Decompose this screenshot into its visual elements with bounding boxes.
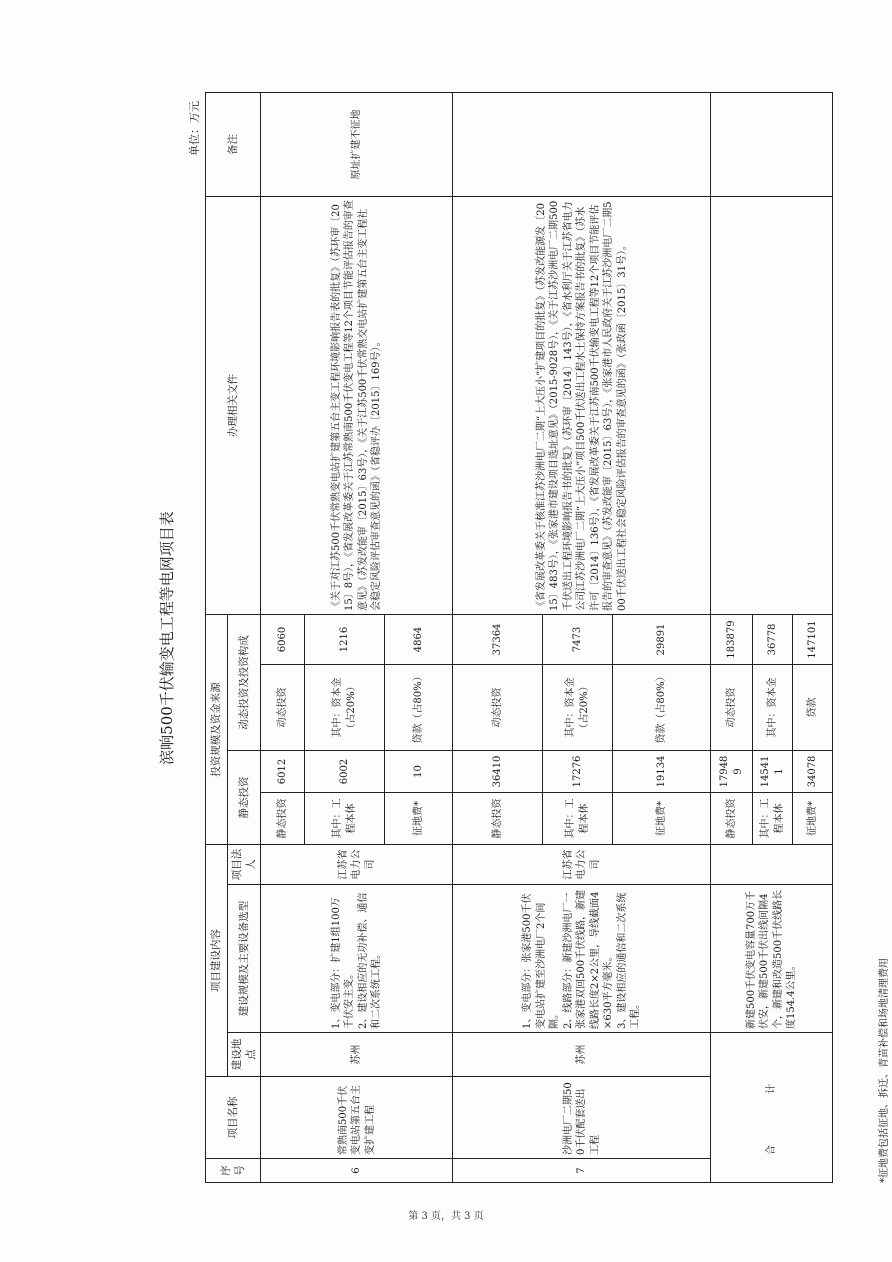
sub1-label: 其中：工程本体 [305,792,385,844]
total-fund1-label: 其中：资本金 [753,664,793,750]
table-row [261,92,305,1182]
row-remark: 原址扩建不征地 [261,92,453,196]
sub2-value: 10 [385,750,453,792]
header-scale: 建设规模及主要设备选型 [228,885,261,1033]
header-dynamic-invest: 动态投资及投资构成 [228,614,261,750]
footnote: *征地费包括征地、拆迁、青苗补偿和场地清理费用 [879,958,890,1183]
row-scale: 1、变电部分：张家港500千伏变电站扩建至沙洲电厂2个间隔。 2、线路部分：新建沙洲电厂一张家港双回500千伏线路，新建线路长度2×2公里，导线截面4×630平方毫米。 3、建设相应的通信和二次系统工程。 [453,885,711,1033]
total-scale: 新建500千伏变电容量700万千伏安，新建500千伏出线间隔4个，新建和改造500千伏线路长度154.4公里。 [711,885,833,1033]
header-location: 建设地点 [228,1033,261,1077]
total-docs-empty [711,196,833,614]
document-title: 滨响500千伏输变电工程等电网项目表 [158,511,176,765]
dynamic-label: 动态投资 [453,664,543,750]
sub1-value: 6002 [305,750,385,792]
row-legal: 江苏省电力公司 [261,844,453,884]
header-name: 项目名称 [206,1077,261,1159]
total-static-label: 静态投资 [711,792,753,844]
dynamic-value: 6060 [261,614,305,664]
total-sub1-value: 145411 [753,750,793,792]
header-remark: 备注 [206,92,261,196]
total-label: 合 计 [711,1033,833,1183]
static-value: 36410 [453,750,543,792]
page-number: 第 3 页，共 3 页 [408,1211,484,1222]
row-docs: 《省发展改革委关于核准江苏沙洲电厂二期“上大压小”扩建项目的批复》（苏发改能源发〔2015〕483号），《张家港市建设项目选址意见》（2015-9028号），《关于江苏沙洲电厂二期500千伏送出工程环境影响报告书的批复》（苏环审〔2014〕143号），《省水利厅关于江苏省电力公司江苏沙洲电厂二期“上大压小”项目500千伏送出工程水土保持方案报告书的批复》（苏水许可〔2014〕136号），《省发展改革委关于江苏南500千伏输变电工程等12个项目节能评估报告的审查意见》（苏发改能审〔2015〕63号），《张家港市人民政府关于江苏沙洲电厂二期500千伏送出工程社会稳定风险评估报告的审查意见的函》（张政函〔2015〕31号）。 [453,196,711,614]
static-value: 6012 [261,750,305,792]
total-dynamic-value: 183879 [711,614,753,664]
total-dynamic-label: 动态投资 [711,664,753,750]
row-docs: 《关于对江苏500千伏常熟变电站扩建第五台主变工程环境影响报告表的批复》（苏环审〔2015〕8号），《省发展改革委关于江苏常熟南500千伏变电工程等12个项目节能评估报告的审查意见》（苏发改能审〔2015〕63号），《关于江苏500千伏常熟交电站扩建第五台主变工程社会稳定风险评估审查意见的函》（省稳评办〔2015〕169号）。 [261,196,453,614]
row-seq: 6 [261,1159,453,1183]
fund2-label: 贷款（占80%） [613,664,711,750]
row-scale: 1、变电部分：扩建1组100万千伏安主变。 2、建设相应的无功补偿、通信和二次系统工程。 [261,885,453,1033]
row-name: 常熟南500千伏变电站第五台主变扩建工程 [261,1077,453,1159]
row-name: 沙洲电厂二期500千伏配套送出工程 [453,1077,711,1159]
header-static-invest: 静态投资 [228,750,261,844]
row-remark [453,92,711,196]
total-legal-empty [711,844,833,884]
sub2-value: 19134 [613,750,711,792]
total-fund2-label: 贷款 [793,664,833,750]
header-docs: 办理相关文件 [206,196,261,614]
fund2-label: 贷款（占80%） [385,664,453,750]
total-fund1-value: 36778 [753,614,793,664]
project-table [205,92,833,1183]
fund1-label: 其中：资本金（占20%） [305,664,385,750]
total-sub1-label: 其中：工程本体 [753,792,793,844]
table-row [453,92,543,1182]
sub2-label: 征地费* [385,792,453,844]
total-sub2-label: 征地费* [793,792,833,844]
fund2-value: 4864 [385,614,453,664]
header-content-group: 项目建设内容 [206,844,228,1076]
static-label: 静态投资 [453,792,543,844]
fund1-label: 其中：资本金（占20%） [543,664,613,750]
total-sub2-value: 34078 [793,750,833,792]
row-seq: 7 [453,1159,711,1183]
fund2-value: 29891 [613,614,711,664]
header-invest-group: 投资规模及资金来源 [206,614,228,844]
total-remark-empty [711,92,833,196]
header-seq: 序号 [206,1159,261,1183]
fund1-value: 7473 [543,614,613,664]
dynamic-label: 动态投资 [261,664,305,750]
total-static-value: 179489 [711,750,753,792]
row-location: 苏州 [261,1033,453,1077]
rotated-document [150,93,892,1183]
sub2-label: 征地费* [613,792,711,844]
fund1-value: 1216 [305,614,385,664]
total-fund2-value: 147101 [793,614,833,664]
static-label: 静态投资 [261,792,305,844]
header-legal: 项目法人 [228,844,261,884]
total-row [711,92,753,1182]
unit-label: 单位：万元 [188,101,201,156]
sub1-label: 其中：工程本体 [543,792,613,844]
dynamic-value: 37364 [453,614,543,664]
row-legal: 江苏省电力公司 [453,844,711,884]
sub1-value: 17276 [543,750,613,792]
row-location: 苏州 [453,1033,711,1077]
